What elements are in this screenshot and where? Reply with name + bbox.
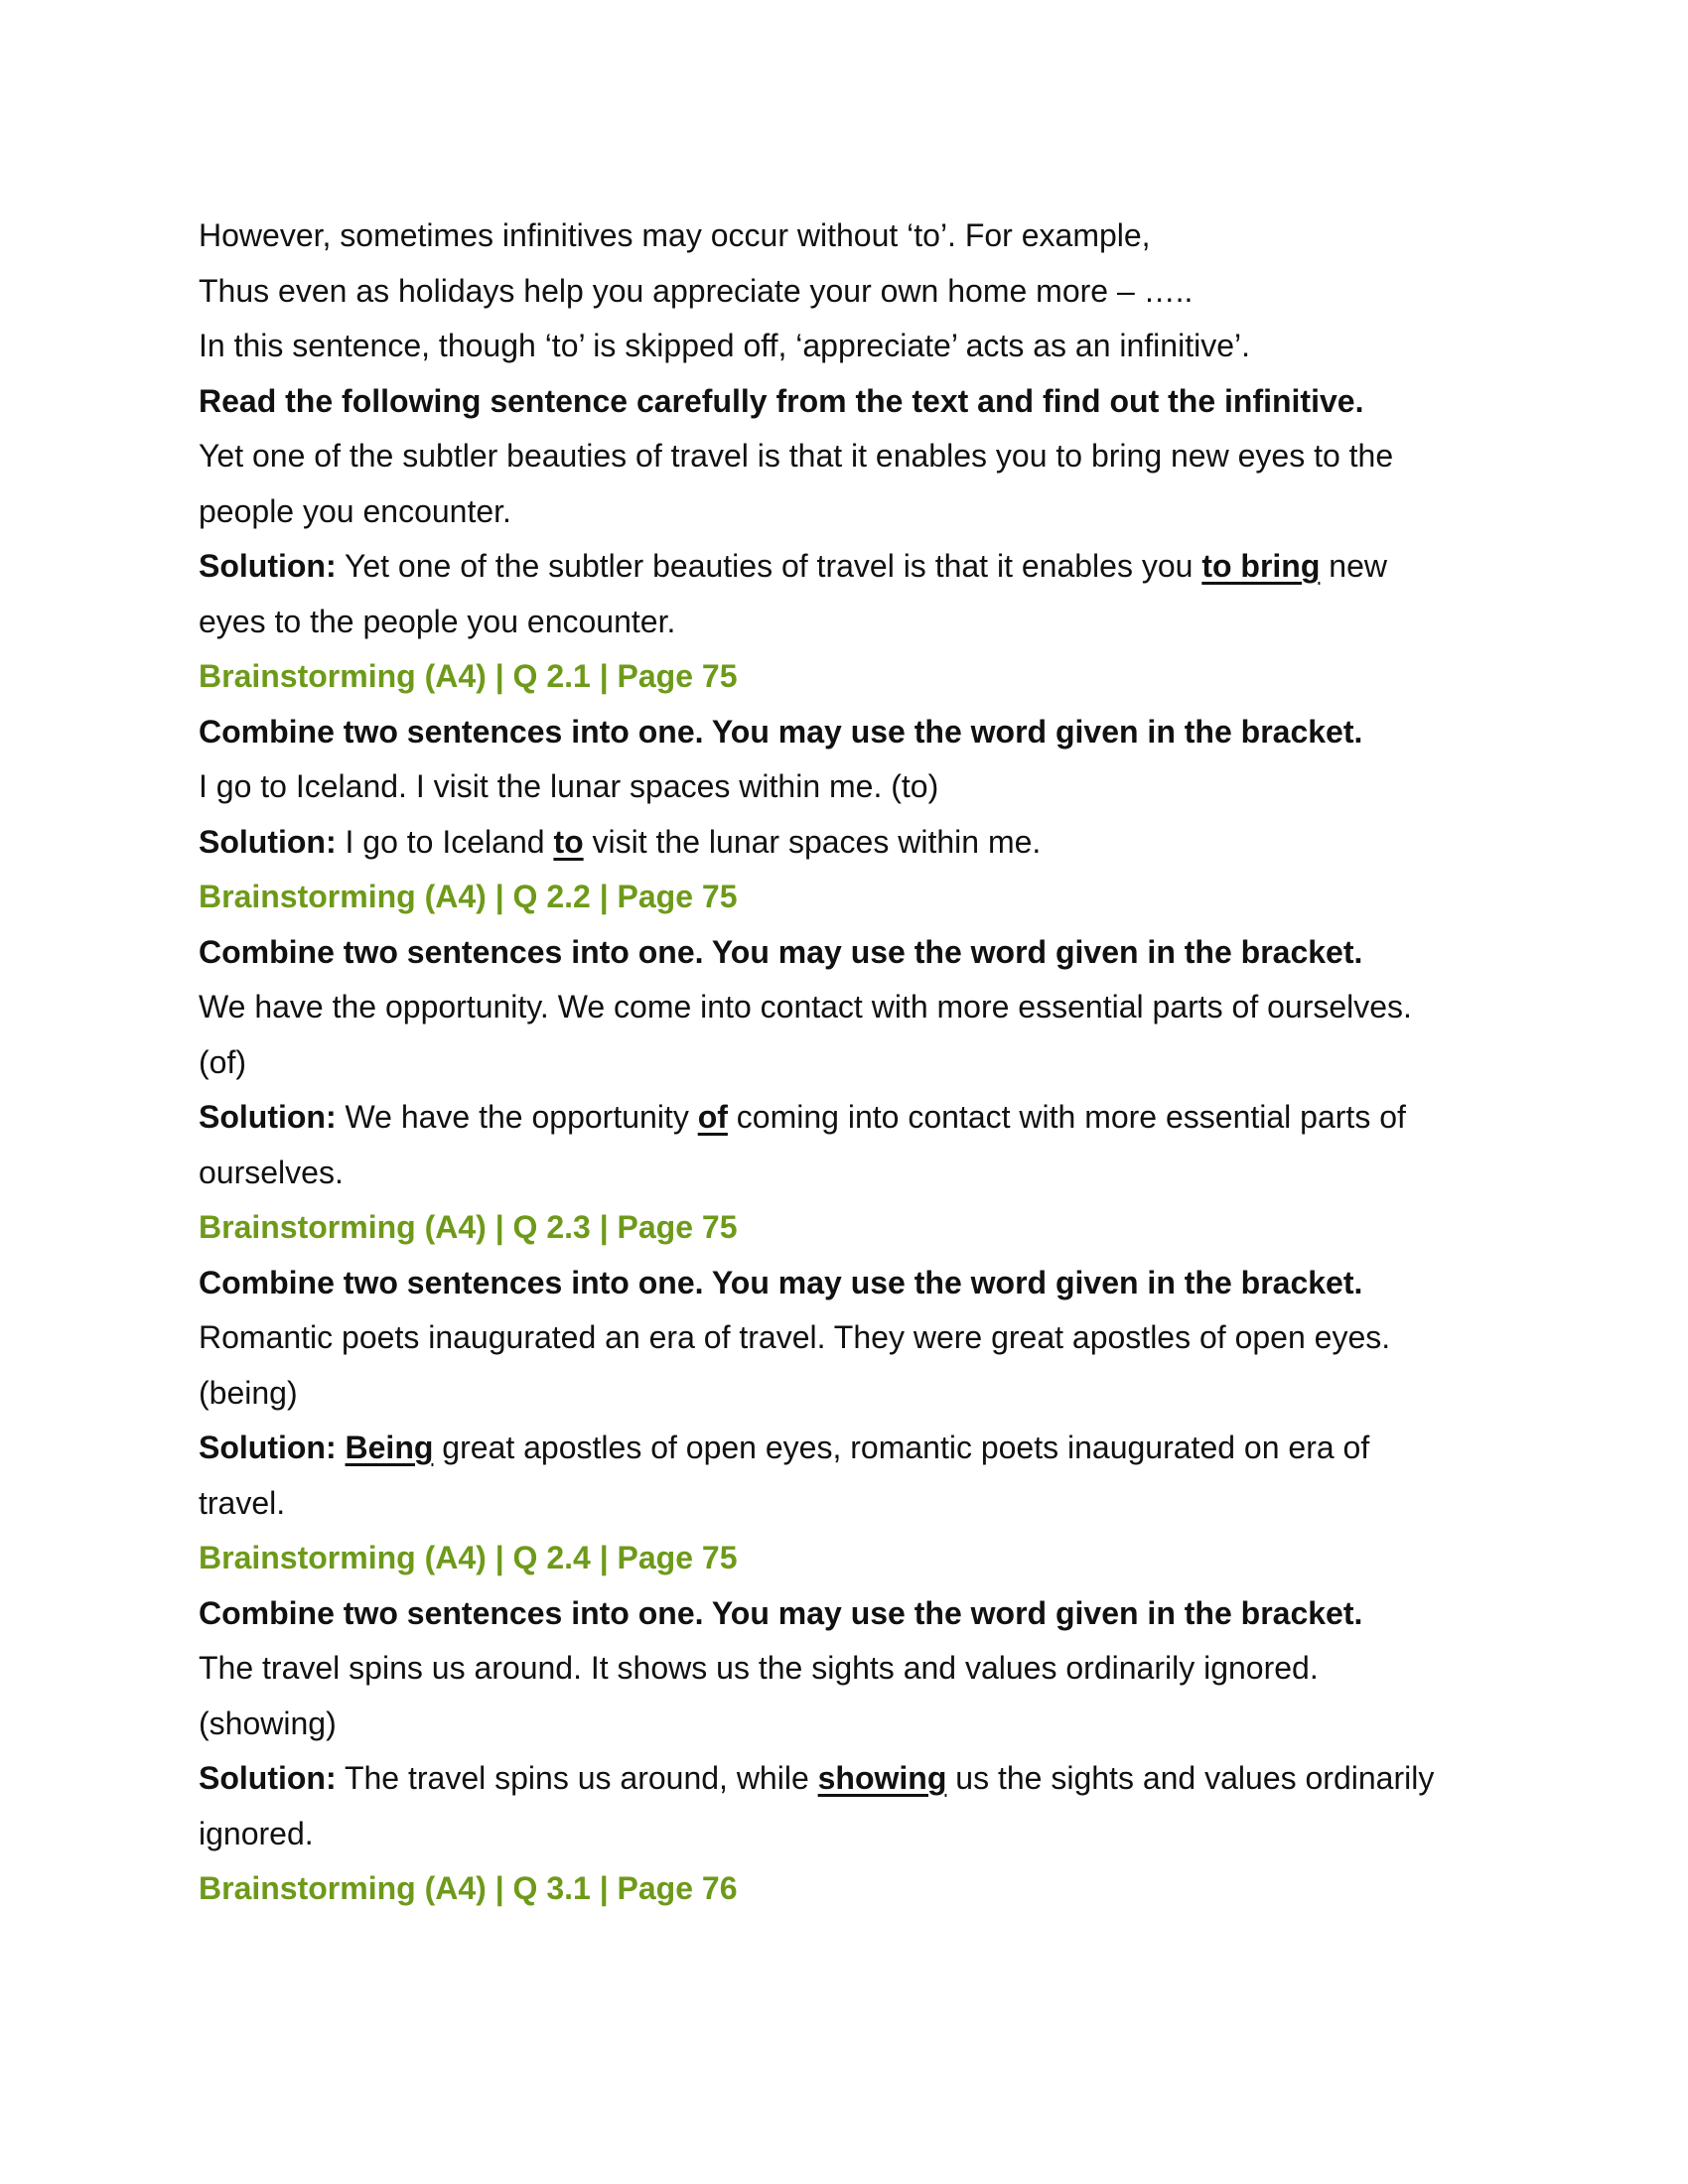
solution-text: travel. <box>199 1484 286 1521</box>
solution-line <box>199 539 1509 595</box>
document-page <box>199 208 1509 1917</box>
solution-text: I go to Iceland <box>336 823 554 860</box>
solution-text <box>337 1430 346 1465</box>
solution-text: The travel spins us around, while <box>336 1760 818 1796</box>
solution-line <box>199 1090 1509 1146</box>
solution-line <box>199 815 1509 871</box>
solution-key-word: Being <box>345 1430 434 1465</box>
solution-text: coming into contact with more essential parts of <box>727 1099 1406 1135</box>
solution-key-word: showing <box>817 1760 947 1796</box>
question-text: Romantic poets inaugurated an era of travel. They were great apostles of open eyes. <box>199 1319 1391 1355</box>
question-heading: Brainstorming (A4) | Q 2.1 | Page 75 <box>199 658 738 694</box>
question-heading: Brainstorming (A4) | Q 2.2 | Page 75 <box>199 879 738 914</box>
solution-line <box>199 1421 1509 1476</box>
instruction-text: Combine two sentences into one. You may use the word given in the bracket. <box>199 933 1363 970</box>
solution-text: Yet one of the subtler beauties of travel is that it enables you <box>336 548 1202 584</box>
solution-label: Solution: <box>199 548 337 584</box>
solution-key-word: to <box>553 823 584 860</box>
question-text: The travel spins us around. It shows us the sights and values ordinarily ignored. <box>199 1650 1319 1686</box>
instruction-text: Read the following sentence carefully from the text and find out the infinitive. <box>199 382 1364 419</box>
solution-text: us the sights and values ordinarily <box>946 1760 1435 1796</box>
question-text: (showing) <box>199 1705 337 1741</box>
question-text: (of) <box>199 1043 246 1080</box>
question-text: Yet one of the subtler beauties of travel is that it enables you to bring new eyes to the <box>199 438 1394 474</box>
solution-text: visit the lunar spaces within me. <box>583 823 1042 860</box>
question-text: (being) <box>199 1374 298 1411</box>
question-heading: Brainstorming (A4) | Q 2.3 | Page 75 <box>199 1209 738 1245</box>
question-heading: Brainstorming (A4) | Q 2.4 | Page 75 <box>199 1540 738 1575</box>
instruction-text: Combine two sentences into one. You may use the word given in the bracket. <box>199 1264 1363 1300</box>
instruction-text: Combine two sentences into one. You may use the word given in the bracket. <box>199 1594 1363 1631</box>
solution-key-word: of <box>697 1099 728 1135</box>
solution-label: Solution: <box>199 823 337 860</box>
intro-line: Thus even as holidays help you appreciate your own home more – ….. <box>199 272 1194 309</box>
solution-text: We have the opportunity <box>336 1099 698 1135</box>
solution-text: great apostles of open eyes, romantic poets inaugurated on era of <box>433 1430 1370 1465</box>
intro-line: However, sometimes infinitives may occur without ‘to’. For example, <box>199 217 1151 253</box>
solution-label: Solution: <box>199 1099 337 1135</box>
question-text: We have the opportunity. We come into contact with more essential parts of ourselves. <box>199 989 1412 1024</box>
solution-text: new <box>1320 548 1387 584</box>
question-text: people you encounter. <box>199 492 511 529</box>
solution-label: Solution: <box>199 1430 337 1465</box>
solution-text: ignored. <box>199 1815 314 1851</box>
instruction-text: Combine two sentences into one. You may use the word given in the bracket. <box>199 713 1363 750</box>
question-heading: Brainstorming (A4) | Q 3.1 | Page 76 <box>199 1870 738 1906</box>
solution-line <box>199 1751 1509 1807</box>
intro-line: In this sentence, though ‘to’ is skipped off, ‘appreciate’ acts as an infinitive’. <box>199 328 1250 363</box>
question-text: I go to Iceland. I visit the lunar spaces within me. (to) <box>199 768 939 804</box>
solution-key-word: to bring <box>1201 548 1321 584</box>
solution-text: ourselves. <box>199 1154 344 1190</box>
solution-text: eyes to the people you encounter. <box>199 603 676 639</box>
solution-label: Solution: <box>199 1760 337 1796</box>
